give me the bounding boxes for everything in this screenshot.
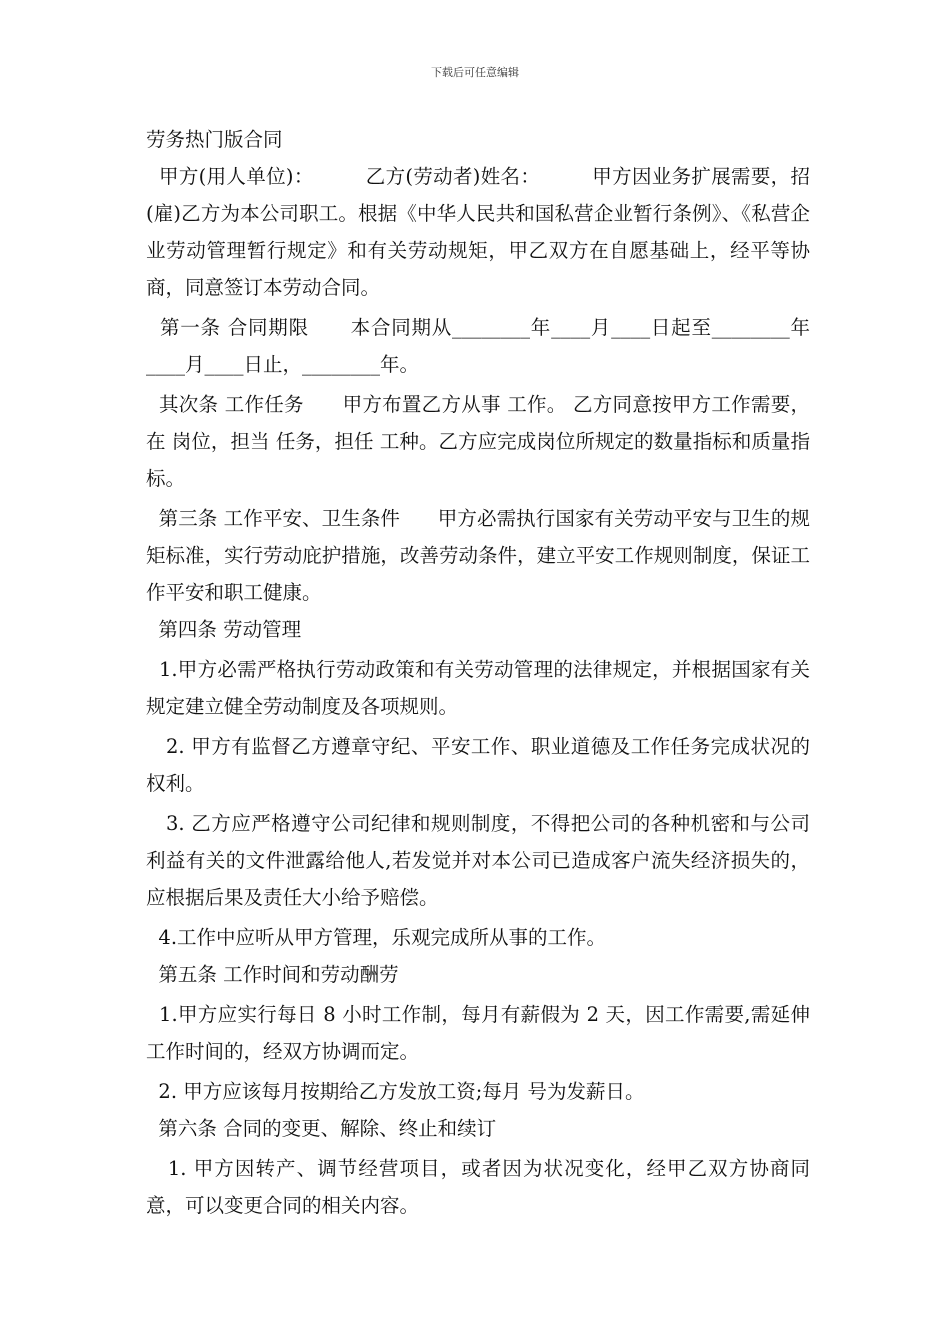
- paragraph-article-4-item-3: 3. 乙方应严格遵守公司纪律和规则制度，不得把公司的各种机密和与公司利益有关的文件泄露给他人,若发觉并对本公司已造成客户流失经济损失的，应根据后果及责任大小给予赔偿。: [146, 812, 810, 909]
- paragraph-article-3: 第三条 工作平安、卫生条件 甲方必需执行国家有关劳动平安与卫生的规矩标准，实行劳动庇护措施，改善劳动条件，建立平安工作规则制度，保证工作平安和职工健康。: [146, 507, 810, 604]
- paragraph-article-6-heading: 第六条 合同的变更、解除、终止和续订: [146, 1117, 497, 1140]
- paragraph-article-5-item-2: 2. 甲方应该每月按期给乙方发放工资;每月 号为发薪日。: [146, 1080, 645, 1103]
- paragraph-article-1: 第一条 合同期限 本合同期从________年____月____日起至________年____月____日止，________年。: [146, 316, 810, 376]
- document-title: 劳务热门版合同: [146, 128, 283, 151]
- page-header-note: 下载后可任意编辑: [431, 66, 519, 79]
- paragraph-article-4-heading: 第四条 劳动管理: [146, 618, 302, 641]
- paragraph-article-4-item-1: 1.甲方必需严格执行劳动政策和有关劳动管理的法律规定，并根据国家有关规定建立健全劳动制度及各项规则。: [146, 658, 810, 718]
- paragraph-article-4-item-2: 2. 甲方有监督乙方遵章守纪、平安工作、职业道德及工作任务完成状况的权利。: [146, 735, 810, 795]
- paragraph-parties: 甲方(用人单位)： 乙方(劳动者)姓名： 甲方因业务扩展需要，招(雇)乙方为本公司职工。根据《中华人民共和国私营企业暂行条例》、《私营企业劳动管理暂行规定》和有关劳动规矩，甲乙双方在自愿基础上，经平等协商，同意签订本劳动合同。: [146, 165, 811, 299]
- paragraph-article-6-item-1: 1. 甲方因转产、调节经营项目，或者因为状况变化，经甲乙双方协商同意，可以变更合同的相关内容。: [146, 1157, 810, 1217]
- document-body: [146, 121, 810, 1224]
- paragraph-article-5-heading: 第五条 工作时间和劳动酬劳: [146, 963, 399, 986]
- paragraph-article-5-item-1: 1.甲方应实行每日 8 小时工作制，每月有薪假为 2 天，因工作需要,需延伸工作时间的，经双方协调而定。: [146, 1003, 810, 1063]
- paragraph-article-4-item-4: 4.工作中应听从甲方管理，乐观完成所从事的工作。: [146, 926, 607, 949]
- paragraph-article-2: 其次条 工作任务 甲方布置乙方从事 工作。 乙方同意按甲方工作需要，在 岗位，担当 任务，担任 工种。乙方应完成岗位所规定的数量指标和质量指标。: [146, 393, 810, 490]
